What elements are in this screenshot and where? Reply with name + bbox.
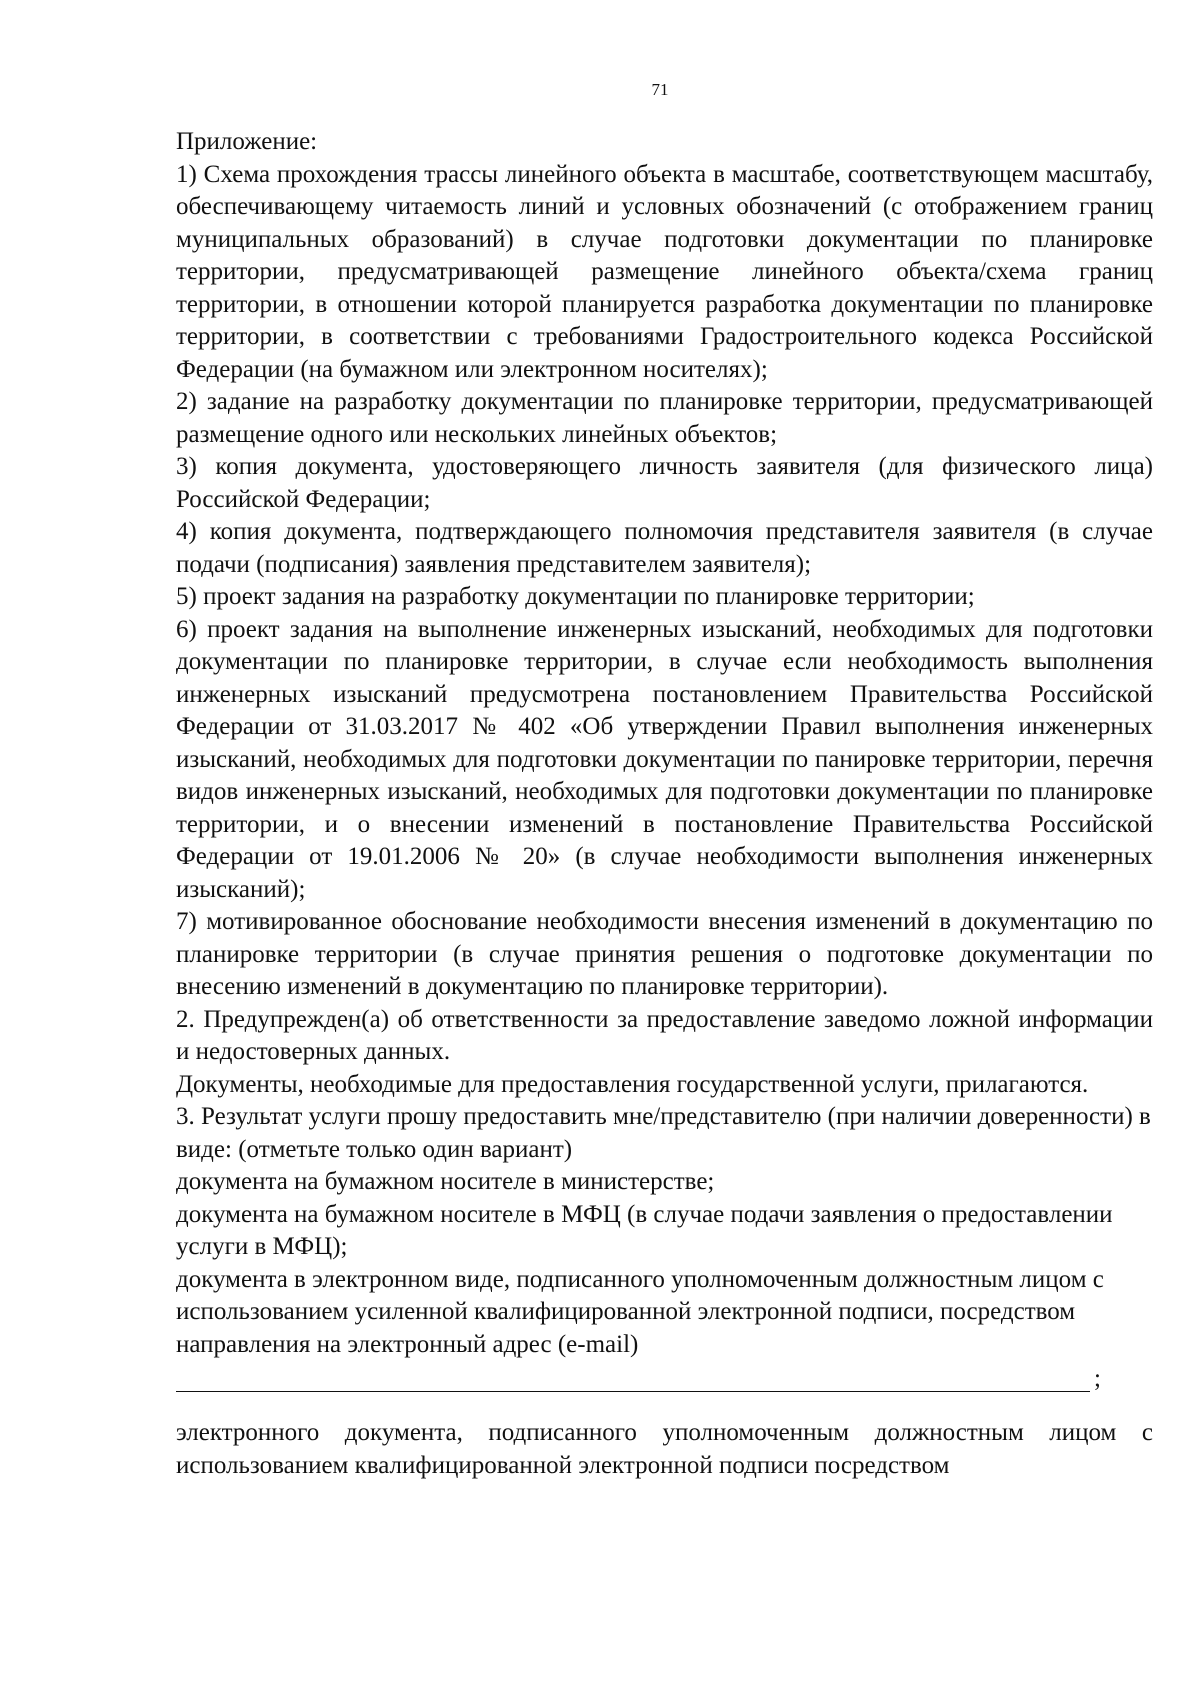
attachment-item-4: 4) копия документа, подтверждающего полномочия представителя заявителя (в случае подачи (подписания) заявления представителем заявителя); — [176, 518, 1153, 578]
attachment-item-1: 1) Схема прохождения трассы линейного объекта в масштабе, соответствующем масштабу, обеспечивающему читаемость линий и условных обозначений (с отображением границ муниципальных образований) в случае подготовки документации по планировке территории, предусматривающей размещение линейного объекта/схема границ территории, в отношении которой планируется разработка документации по планировке территории, в соответствии с требованиями Градостроительного кодекса Российской Федерации (на бумажном или электронном носителях); — [176, 160, 1153, 383]
attachment-item-2: 2) задание на разработку документации по планировке территории, предусматривающей размещение одного или нескольких линейных объектов; — [176, 388, 1153, 448]
documents-note: Документы, необходимые для предоставления государственной услуги, прилагаются. — [176, 1070, 1089, 1098]
attachments-heading: Приложение: — [176, 128, 318, 155]
result-option-email: документа в электронном виде, подписанного уполномоченным должностным лицом с использованием усиленной квалифицированной электронной подписи, посредством направления на электронный адрес (e-mail) — [176, 1265, 1104, 1358]
attachment-item-7: 7) мотивированное обоснование необходимости внесения изменений в документацию по планировке территории (в случае принятия решения о подготовке документации по внесению изменений в документацию по планировке территории). — [176, 908, 1153, 1000]
email-semicolon: ; — [1094, 1365, 1101, 1392]
result-request: 3. Результат услуги прошу предоставить мне/представителю (при наличии доверенности) в виде: (отметьте только один вариант) — [176, 1103, 1151, 1163]
attachment-item-6: 6) проект задания на выполнение инженерных изысканий, необходимых для подготовки документации по планировке территории, в случае если необходимость выполнения инженерных изысканий предусмотрена постановлением Правительства Российской Федерации от 31.03.2017 № 402 «Об утверждении Правил выполнения инженерных изысканий, необходимых для подготовки документации по панировке территории, перечня видов инженерных изысканий, необходимых для подготовки документации по планировке территории, и о внесении изменений в постановление Правительства Российской Федерации от 19.01.2006 № 20» (в случае необходимости выполнения инженерных изысканий); — [176, 615, 1153, 903]
page-number: 71 — [651, 80, 669, 99]
result-option-ministry-paper: документа на бумажном носителе в министерстве; — [176, 1168, 715, 1195]
email-entry-field[interactable] — [176, 1365, 1153, 1399]
liability-warning: 2. Предупрежден(а) об ответственности за предоставление заведомо ложной информации и недостоверных данных. — [176, 1005, 1153, 1065]
attachment-item-5: 5) проект задания на разработку документации по планировке территории; — [176, 583, 975, 610]
document-body — [176, 126, 1153, 1482]
result-option-electronic-document: электронного документа, подписанного уполномоченным должностным лицом с использованием квалифицированной электронной подписи посредством — [176, 1419, 1153, 1479]
attachment-item-3: 3) копия документа, удостоверяющего личность заявителя (для физического лица) Российской Федерации; — [176, 453, 1153, 513]
email-underline — [176, 1391, 1090, 1392]
result-option-mfc-paper: документа на бумажном носителе в МФЦ (в случае подачи заявления о предоставлении услуги в МФЦ); — [176, 1200, 1113, 1260]
